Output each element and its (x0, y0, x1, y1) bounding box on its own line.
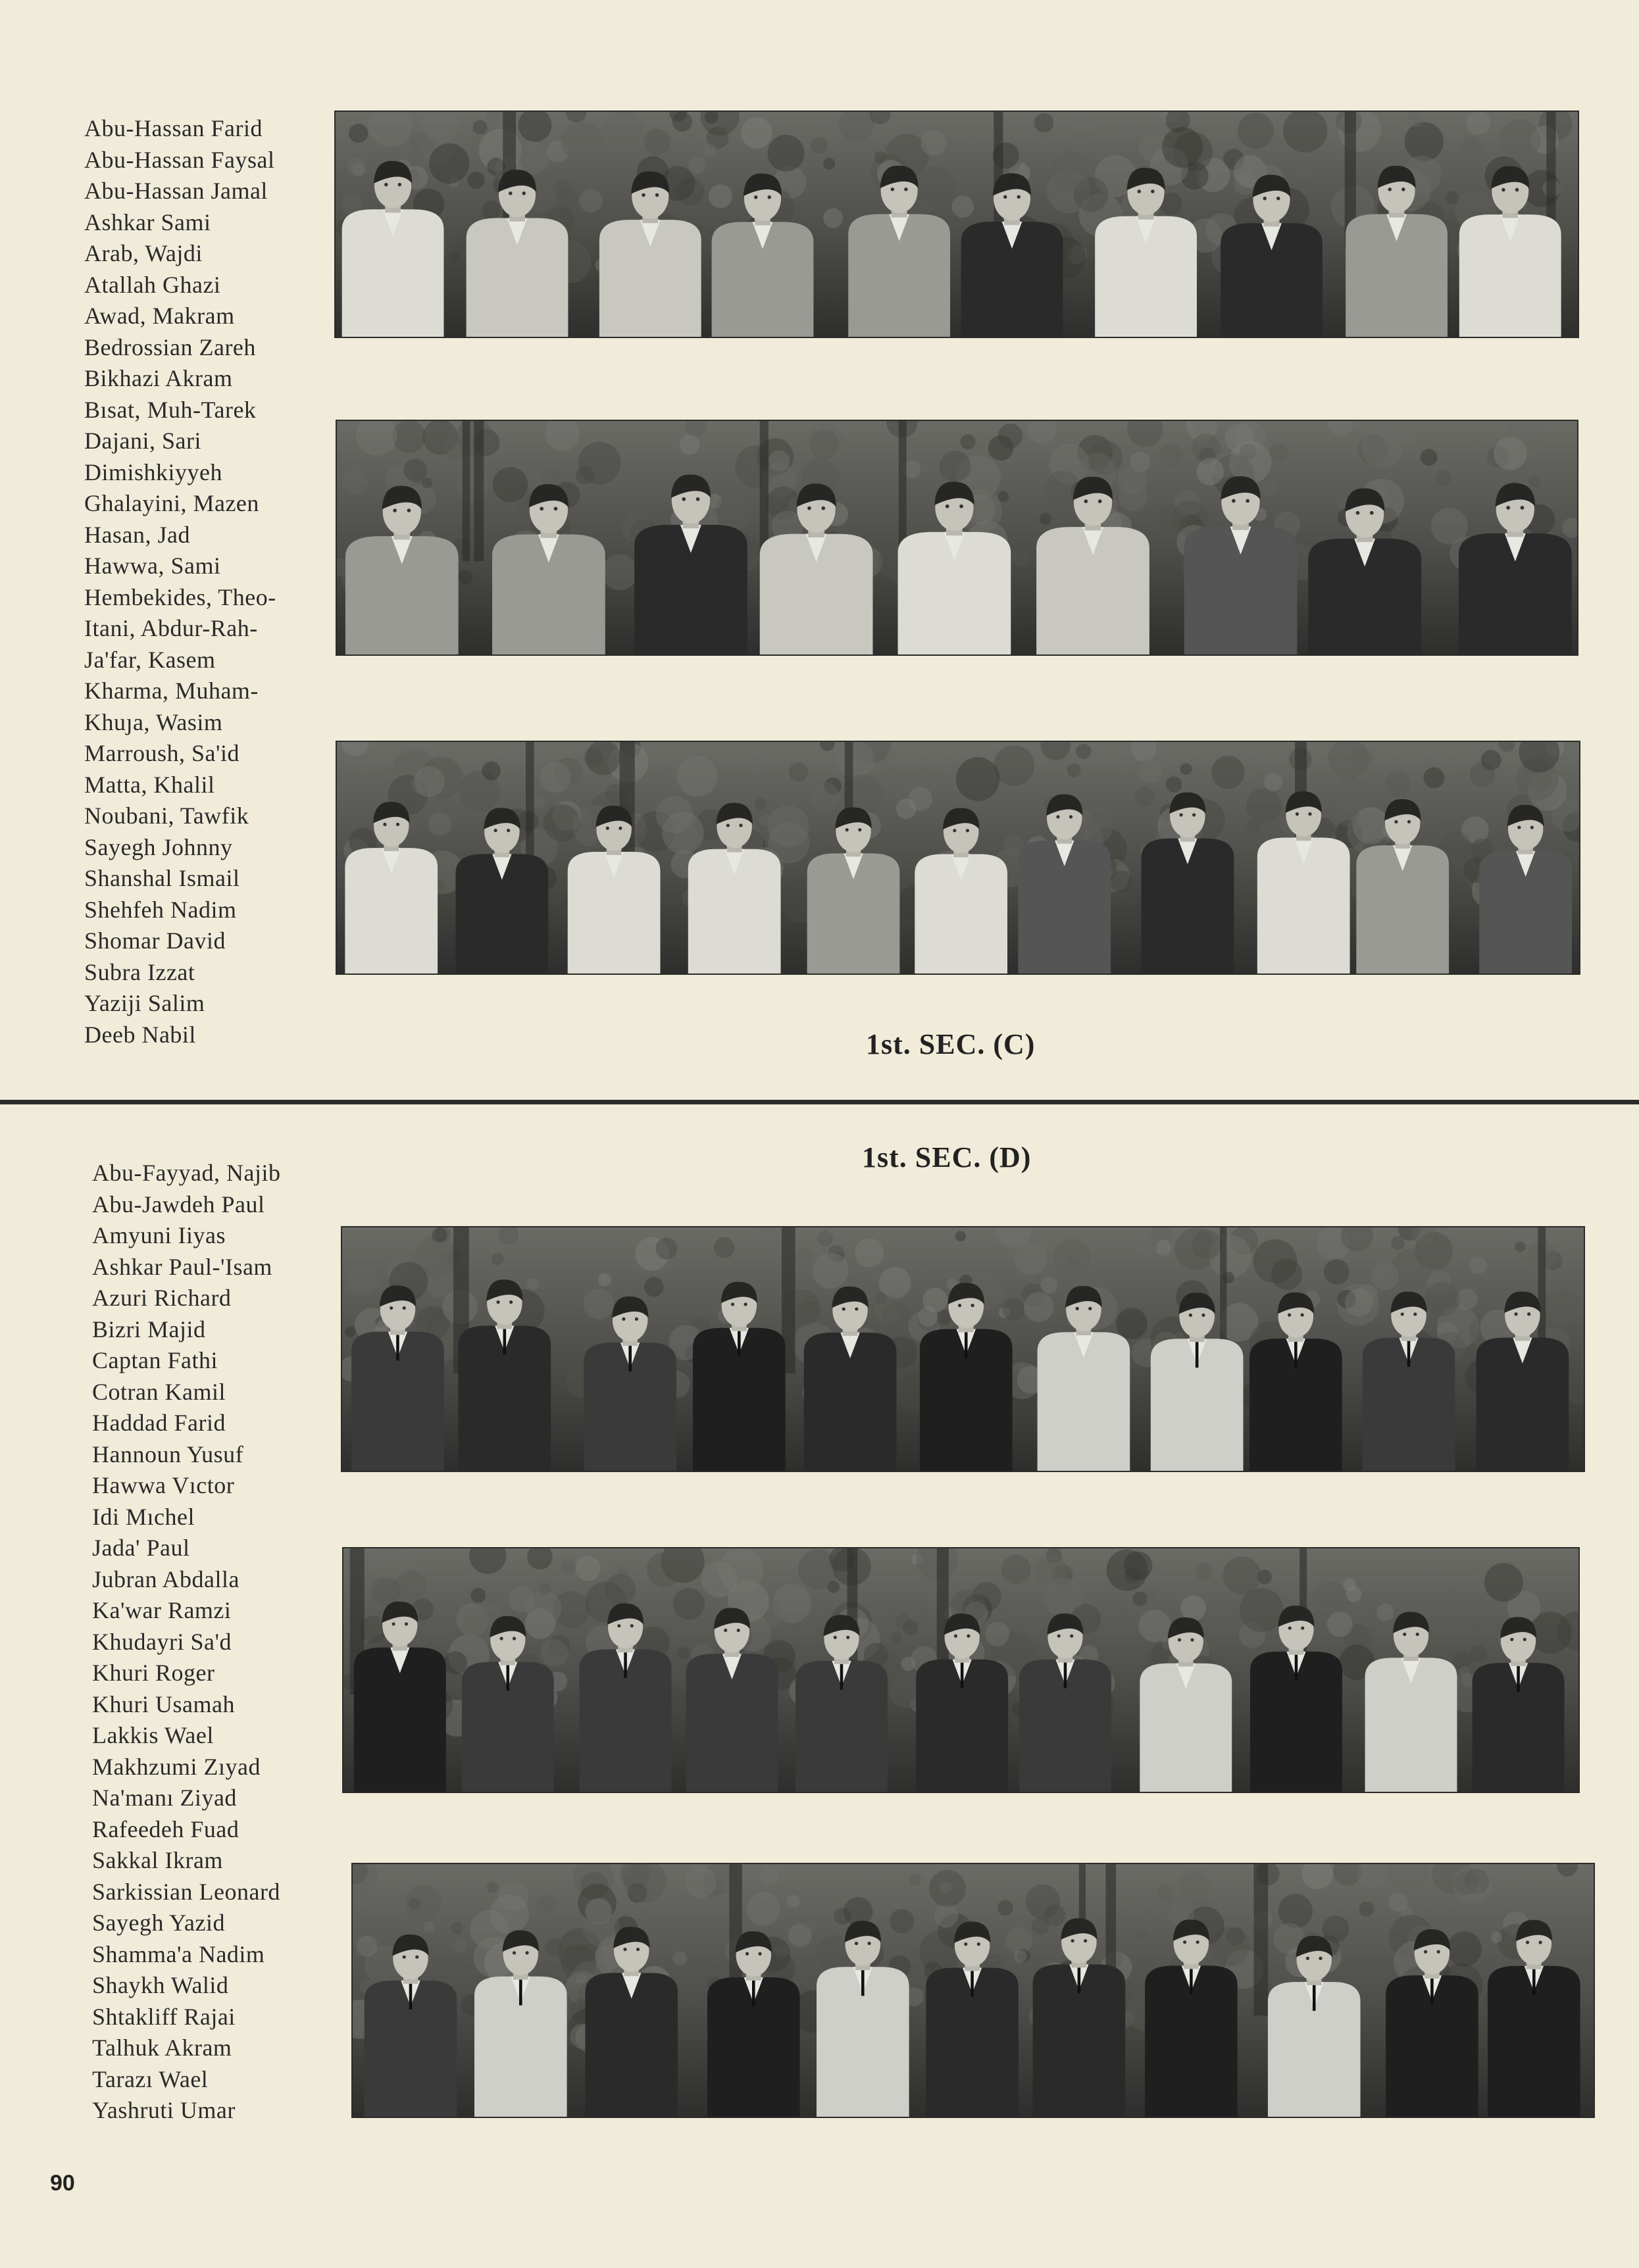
section-c-class-photo-1 (336, 112, 1578, 337)
student-name: Abu-Hassan Jamal (84, 178, 268, 204)
student-name: Shamma'a Nadim (92, 1940, 265, 1967)
group-photo-image (353, 1864, 1594, 2117)
student-name: Na'manı Ziyad (92, 1785, 237, 1811)
student-name: Hannoun Yusuf (92, 1441, 244, 1467)
student-name: Khuri Usamah (92, 1690, 235, 1717)
student-name: Atallah Ghazi (84, 271, 221, 298)
student-name: Yaziji Salim (84, 990, 205, 1016)
student-name: Awad, Makram (84, 303, 235, 329)
group-photo-image (337, 421, 1577, 654)
student-name: Idi Mıchel (92, 1503, 195, 1530)
student-name: Ja'far, Kasem (84, 646, 216, 673)
student-name: Abu-Fayyad, Najib (92, 1160, 281, 1186)
student-name: Itani, Abdur-Rah- (84, 615, 258, 641)
student-name: Matta, Khalil (84, 771, 215, 798)
student-name: Hawwa, Sami (84, 553, 221, 579)
student-name: Deeb Nabil (84, 1021, 196, 1048)
student-name: Rafeedeh Fuad (92, 1815, 240, 1842)
student-name: Hasan, Jad (84, 521, 190, 548)
student-name: Ka'war Ramzi (92, 1597, 232, 1623)
student-name: Shaykh Walid (92, 1972, 229, 1998)
student-name: Khuri Roger (92, 1660, 215, 1686)
student-name: Bedrossian Zareh (84, 333, 256, 360)
student-name: Jada' Paul (92, 1535, 190, 1561)
student-name: Bikhazi Akram (84, 365, 233, 391)
section-d-class-photo-1 (342, 1227, 1584, 1471)
student-name: Kharma, Muham- (84, 678, 259, 704)
student-name: Shehfeh Nadim (84, 896, 237, 923)
student-name: Shomar David (84, 927, 226, 954)
section-d-heading: 1st. SEC. (D) (862, 1141, 1032, 1173)
student-name: Hawwa Vıctor (92, 1472, 235, 1498)
student-name: Jubran Abdalla (92, 1565, 240, 1592)
student-name: Shanshal Ismail (84, 865, 240, 891)
group-photo-image (343, 1548, 1578, 1792)
group-photo-image (337, 742, 1579, 974)
page-number: 90 (50, 2171, 75, 2196)
group-photo-image (336, 112, 1578, 337)
student-name: Khuȷa, Wasim (84, 708, 223, 735)
student-name: Sakkal Ikram (92, 1847, 223, 1873)
student-name: Azuri Richard (92, 1285, 232, 1311)
student-name: Shtakliff Rajai (92, 2003, 236, 2030)
section-d-name-list (92, 1158, 280, 2127)
student-name: Ashkar Sami (84, 209, 211, 235)
student-name: Amyuni Iiyas (92, 1222, 226, 1248)
student-name: Sayegh Johnny (84, 833, 233, 860)
section-divider (0, 1100, 1639, 1104)
section-c-name-list (84, 113, 276, 1050)
student-name: Dimishkiyyeh (84, 458, 222, 485)
student-name: Marroush, Sa'id (84, 740, 240, 766)
student-name: Ashkar Paul-'Isam (92, 1253, 272, 1280)
student-name: Haddad Farid (92, 1410, 226, 1436)
student-name: Hembekides, Theo- (84, 583, 276, 610)
student-name: Abu-Hassan Faysal (84, 146, 275, 173)
group-photo-image (342, 1227, 1584, 1471)
student-name: Arab, Wajdi (84, 240, 203, 266)
section-c-class-photo-3 (337, 742, 1579, 974)
student-name: Sarkissian Leonard (92, 1878, 280, 1905)
student-name: Khudayri Sa'd (92, 1628, 232, 1655)
student-name: Captan Fathi (92, 1347, 218, 1373)
student-name: Tarazı Wael (92, 2065, 209, 2092)
student-name: Noubani, Tawfik (84, 802, 249, 829)
section-d-class-photo-3 (353, 1864, 1594, 2117)
student-name: Yashruti Umar (92, 2097, 236, 2123)
student-name: Cotran Kamil (92, 1378, 226, 1405)
student-name: Dajani, Sari (84, 428, 201, 454)
section-d-class-photo-2 (343, 1548, 1578, 1792)
student-name: Abu-Jawdeh Paul (92, 1191, 265, 1218)
section-c-heading: 1st. SEC. (C) (866, 1028, 1036, 1060)
section-c-class-photo-2 (337, 421, 1577, 654)
student-name: Sayegh Yazid (92, 1910, 225, 1936)
student-name: Makhzumi Zıyad (92, 1753, 261, 1780)
student-name: Ghalayini, Mazen (84, 490, 259, 516)
student-name: Bizri Majid (92, 1316, 206, 1343)
student-name: Talhuk Akram (92, 2034, 232, 2061)
student-name: Abu-Hassan Farid (84, 115, 263, 141)
student-name: Subra Izzat (84, 958, 195, 985)
student-name: Bısat, Muh-Tarek (84, 396, 257, 423)
student-name: Lakkis Wael (92, 1722, 214, 1748)
